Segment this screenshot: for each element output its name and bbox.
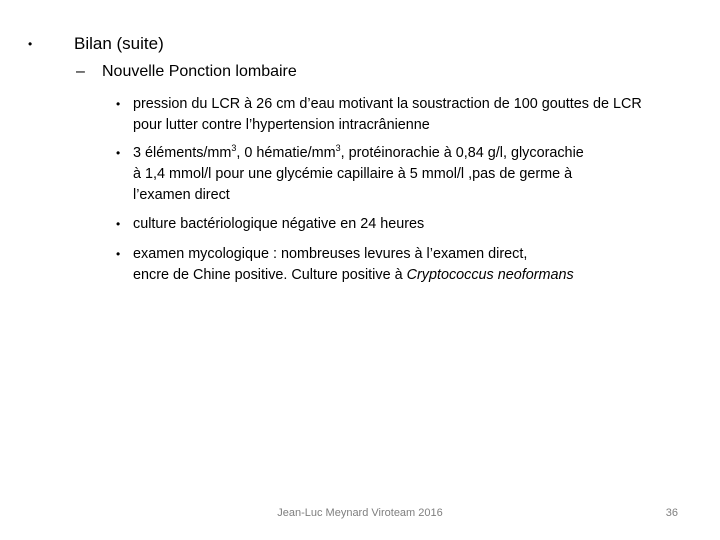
slide-title: Bilan (suite) [74, 34, 164, 53]
page-number: 36 [665, 507, 678, 519]
text-run: , protéinorachie à 0,84 g/l, glycorachie [340, 145, 584, 161]
bullet-dot: • [116, 97, 121, 111]
subtitle: Nouvelle Ponction lombaire [102, 63, 297, 80]
text-run: encre de Chine positive. Culture positive à [133, 267, 407, 283]
item-line [133, 143, 686, 164]
list-item [116, 214, 686, 235]
bullet-dot: • [116, 247, 121, 261]
item-line: pression du LCR à 26 cm d’eau motivant la soustraction de 100 gouttes de LCR [133, 96, 642, 112]
text-run: , 0 hématie/mm [236, 145, 336, 161]
item-line: culture bactériologique négative en 24 heures [133, 216, 425, 232]
list-item [116, 143, 686, 206]
list-item [116, 244, 686, 286]
list-item [116, 94, 686, 136]
subtitle-bullet [76, 61, 297, 83]
bullet-dot: • [116, 217, 121, 231]
text-run: 3 éléments/mm [133, 145, 232, 161]
bullet-dot: • [28, 37, 33, 51]
dash-bullet: – [76, 63, 85, 80]
bullet-dot: • [116, 146, 121, 160]
item-line: l’examen direct [133, 187, 230, 203]
italic-species-name: Cryptococcus neoformans [406, 267, 574, 283]
item-line [133, 265, 686, 286]
superscript: 3 [231, 143, 237, 153]
item-line: à 1,4 mmol/l pour une glycémie capillaire à 5 mmol/l ,pas de germe à [133, 166, 573, 182]
item-line: pour lutter contre l’hypertension intracrânienne [133, 117, 430, 133]
footer: Jean-Luc Meynard Viroteam 2016 [277, 507, 443, 519]
item-line: examen mycologique : nombreuses levures à l’examen direct, [133, 246, 528, 262]
superscript: 3 [335, 143, 341, 153]
